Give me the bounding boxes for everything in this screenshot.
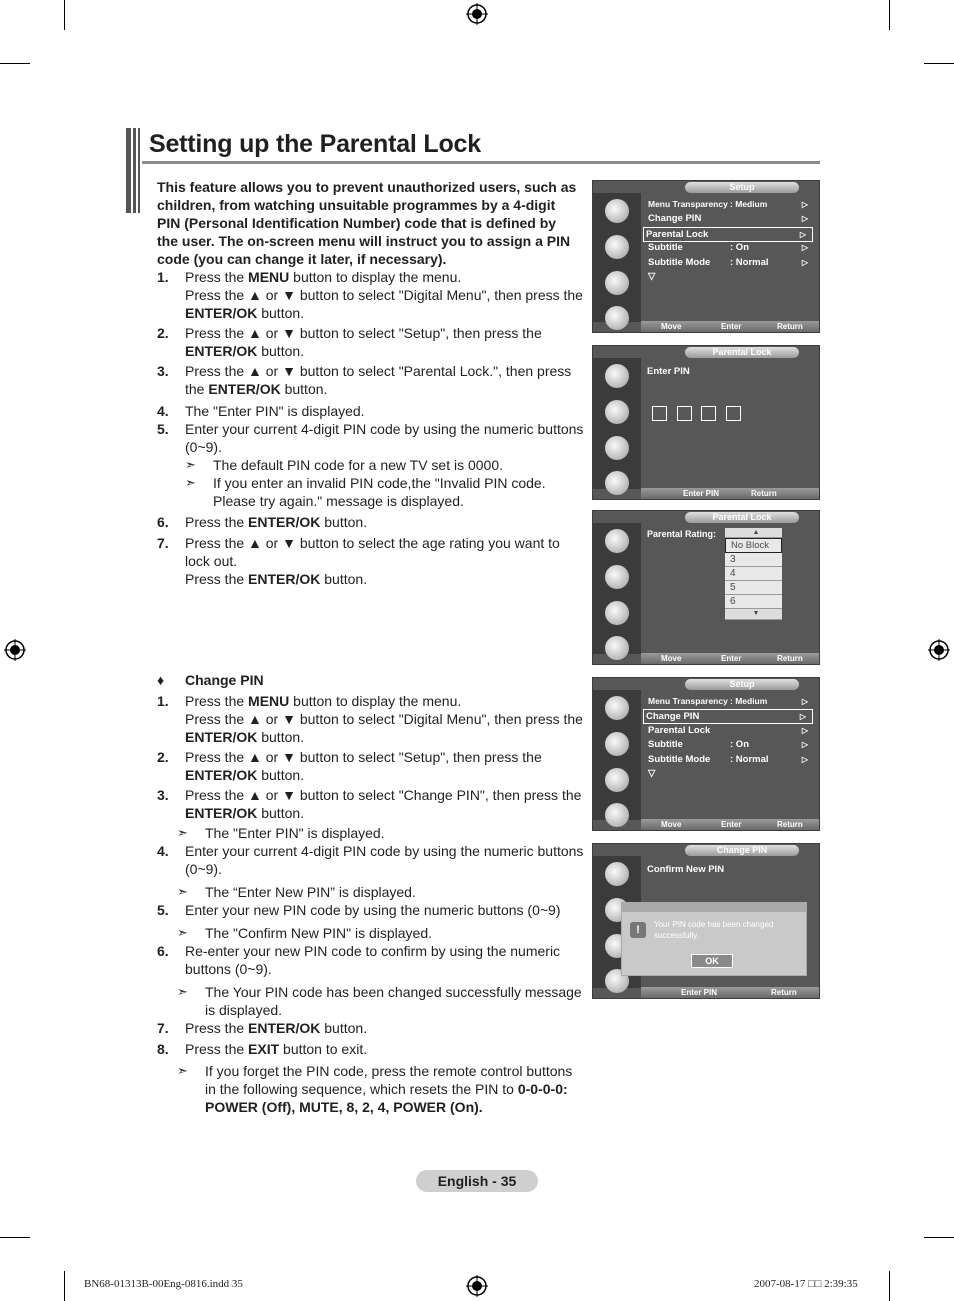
step-2: 2. Press the ▲ or ▼ button to select "Setup", then press the ENTER/OK button. <box>157 325 542 359</box>
sound-icon <box>605 565 629 589</box>
osd-help-bar: Enter PIN Return <box>641 987 819 998</box>
ok-button[interactable]: OK <box>691 954 733 968</box>
cp-step-4: 4. Enter your current 4-digit PIN code by using the numeric buttons (0~9). <box>157 843 584 877</box>
setup-gear-icon <box>605 436 629 460</box>
scroll-down-icon[interactable]: ▼ <box>725 609 782 620</box>
osd-tab: Setup <box>685 679 799 690</box>
rating-option[interactable]: 5 <box>725 581 782 595</box>
osd-label: Parental Rating: <box>647 529 717 539</box>
sound-icon <box>605 235 629 259</box>
step-5: 5. Enter your current 4-digit PIN code by using the numeric buttons (0~9). <box>157 421 584 455</box>
rating-option[interactable]: 3 <box>725 553 782 567</box>
title-rule <box>142 161 820 164</box>
picture-icon <box>605 862 629 886</box>
setup-gear-icon <box>605 601 629 625</box>
cp-step-8: 8. Press the EXIT button to exit. <box>157 1041 368 1057</box>
osd-help-bar: Move Enter Return <box>641 653 819 664</box>
osd-row[interactable]: Parental Lock ▷ <box>648 725 808 736</box>
osd-help-bar: Move Enter Return <box>641 321 819 332</box>
note-invalid-pin: ➣ If you enter an invalid PIN code,the "Invalid PIN code. Please try again." message is displayed. <box>185 475 546 509</box>
osd-tab: Parental Lock <box>685 347 799 358</box>
osd-row[interactable]: Menu Transparency : Medium ▷ <box>648 199 808 209</box>
warning-icon: ! <box>630 922 646 938</box>
step-7: 7. Press the ▲ or ▼ button to select the age rating you want to lock out. Press the ENTER/OK button. <box>157 535 560 587</box>
cp-step-1: 1. Press the MENU button to display the menu. Press the ▲ or ▼ button to select "Digital Menu", then press the ENTER/OK button. <box>157 693 583 745</box>
picture-icon <box>605 199 629 223</box>
pin-digit-box[interactable] <box>701 406 716 421</box>
registration-mark-icon <box>466 3 488 25</box>
note-default-pin: ➣ The default PIN code for a new TV set is 0000. <box>185 457 504 473</box>
osd-row[interactable]: Subtitle : On ▷ <box>648 739 808 750</box>
title-accent-bar <box>126 128 142 213</box>
cp-note-success: ➣ The Your PIN code has been changed successfully message is displayed. <box>177 984 582 1018</box>
osd-tab: Setup <box>685 182 799 193</box>
setup-gear-icon <box>605 768 629 792</box>
osd-row[interactable]: Change PIN ▷ <box>648 213 808 224</box>
rating-option[interactable]: 4 <box>725 567 782 581</box>
osd-tab: Parental Lock <box>685 512 799 523</box>
rating-option[interactable]: 6 <box>725 595 782 609</box>
osd-row[interactable]: Subtitle Mode : Normal ▷ <box>648 754 808 765</box>
osd-label: Enter PIN <box>647 366 690 377</box>
crop-mark <box>64 1271 65 1301</box>
cp-step-7: 7. Press the ENTER/OK button. <box>157 1020 368 1036</box>
osd-setup-change-pin <box>592 677 820 831</box>
osd-more-indicator: ▽ <box>648 768 656 779</box>
date-slug: 2007-08-17 □□ 2:39:35 <box>754 1278 858 1290</box>
change-pin-steps <box>157 692 587 1116</box>
dialog-message: Your PIN code has been changed successfully. <box>654 920 774 940</box>
cp-step-3: 3. Press the ▲ or ▼ button to select "Change PIN", then press the ENTER/OK button. <box>157 787 582 821</box>
page-number-badge: English - 35 <box>416 1170 538 1192</box>
osd-setup-parental-lock <box>592 180 820 333</box>
step-1: 1. Press the MENU button to display the menu. Press the ▲ or ▼ button to select "Digital Menu", then press the ENTER/OK button. <box>157 269 583 321</box>
osd-row[interactable]: Subtitle : On ▷ <box>648 242 808 253</box>
intro-paragraph: This feature allows you to prevent unauthorized users, such as children, from watching unsuitable programmes by a 4-digit PIN (Personal Identification Number) code that is defined by the user. The on-screen menu will instruct you to assign a PIN code (you can change it later, if necessary). <box>157 179 577 267</box>
osd-label: Confirm New PIN <box>647 864 725 875</box>
crop-mark <box>924 63 954 64</box>
cp-step-5: 5. Enter your new PIN code by using the numeric buttons (0~9) <box>157 902 561 918</box>
osd-row[interactable]: Menu Transparency : Medium ▷ <box>648 696 808 706</box>
pin-digit-box[interactable] <box>726 406 741 421</box>
step-4: 4. The "Enter PIN" is displayed. <box>157 403 365 419</box>
scroll-up-icon[interactable]: ▲ <box>725 528 782 538</box>
rating-list[interactable] <box>725 528 782 620</box>
crop-mark <box>889 0 890 30</box>
file-slug: BN68-01313B-00Eng-0816.indd 35 <box>84 1278 243 1290</box>
cp-note-forgot-pin: ➣ If you forget the PIN code, press the remote control buttons in the following sequence, which resets the PIN to 0-0-0-0: POWER (Off), MUTE, 8, 2, 4, POWER (On). <box>177 1063 573 1115</box>
cp-step-6: 6. Re-enter your new PIN code to confirm by using the numeric buttons (0~9). <box>157 943 561 977</box>
osd-tab: Change PIN <box>685 845 799 856</box>
osd-sidebar <box>593 193 641 322</box>
osd-row-selected[interactable]: Change PIN ▷ <box>643 709 813 724</box>
registration-mark-icon <box>928 639 950 661</box>
crop-mark <box>889 1271 890 1301</box>
osd-more-indicator: ▽ <box>648 271 656 282</box>
osd-change-pin-confirm <box>592 843 820 999</box>
osd-row-selected[interactable]: Parental Lock ▷ <box>643 227 813 242</box>
osd-help-bar: Enter PIN Return <box>641 488 819 499</box>
osd-sidebar <box>593 523 641 654</box>
success-dialog <box>621 902 807 976</box>
input-icon <box>605 803 629 827</box>
picture-icon <box>605 696 629 720</box>
osd-parental-rating <box>592 510 820 665</box>
osd-enter-pin <box>592 345 820 500</box>
setup-gear-icon <box>605 271 629 295</box>
sound-icon <box>605 400 629 424</box>
cp-step-2: 2. Press the ▲ or ▼ button to select "Setup", then press the ENTER/OK button. <box>157 749 542 783</box>
input-icon <box>605 306 629 330</box>
pin-digit-box[interactable] <box>652 406 667 421</box>
step-6: 6. Press the ENTER/OK button. <box>157 514 368 530</box>
osd-help-bar: Move Enter Return <box>641 819 819 830</box>
cp-note-enter-pin: ➣ The "Enter PIN" is displayed. <box>177 825 385 841</box>
registration-mark-icon <box>4 639 26 661</box>
picture-icon <box>605 364 629 388</box>
cp-note-new-pin: ➣ The “Enter New PIN” is displayed. <box>177 884 416 900</box>
sound-icon <box>605 732 629 756</box>
cp-note-confirm: ➣ The "Confirm New PIN" is displayed. <box>177 925 433 941</box>
page-title: Setting up the Parental Lock <box>149 130 481 158</box>
crop-mark <box>64 0 65 30</box>
crop-mark <box>924 1237 954 1238</box>
crop-mark <box>0 1237 30 1238</box>
input-icon <box>605 471 629 495</box>
picture-icon <box>605 529 629 553</box>
change-pin-heading: ♦ Change PIN <box>157 672 264 688</box>
input-icon <box>605 636 629 660</box>
parental-lock-steps <box>157 268 587 588</box>
osd-sidebar <box>593 690 641 820</box>
osd-row[interactable]: Subtitle Mode : Normal ▷ <box>648 257 808 268</box>
registration-mark-icon <box>466 1275 488 1297</box>
pin-digit-box[interactable] <box>677 406 692 421</box>
crop-mark <box>0 63 30 64</box>
osd-sidebar <box>593 358 641 489</box>
rating-option-selected[interactable]: No Block <box>725 538 782 553</box>
step-3: 3. Press the ▲ or ▼ button to select "Parental Lock.", then press the ENTER/OK button. <box>157 363 572 397</box>
